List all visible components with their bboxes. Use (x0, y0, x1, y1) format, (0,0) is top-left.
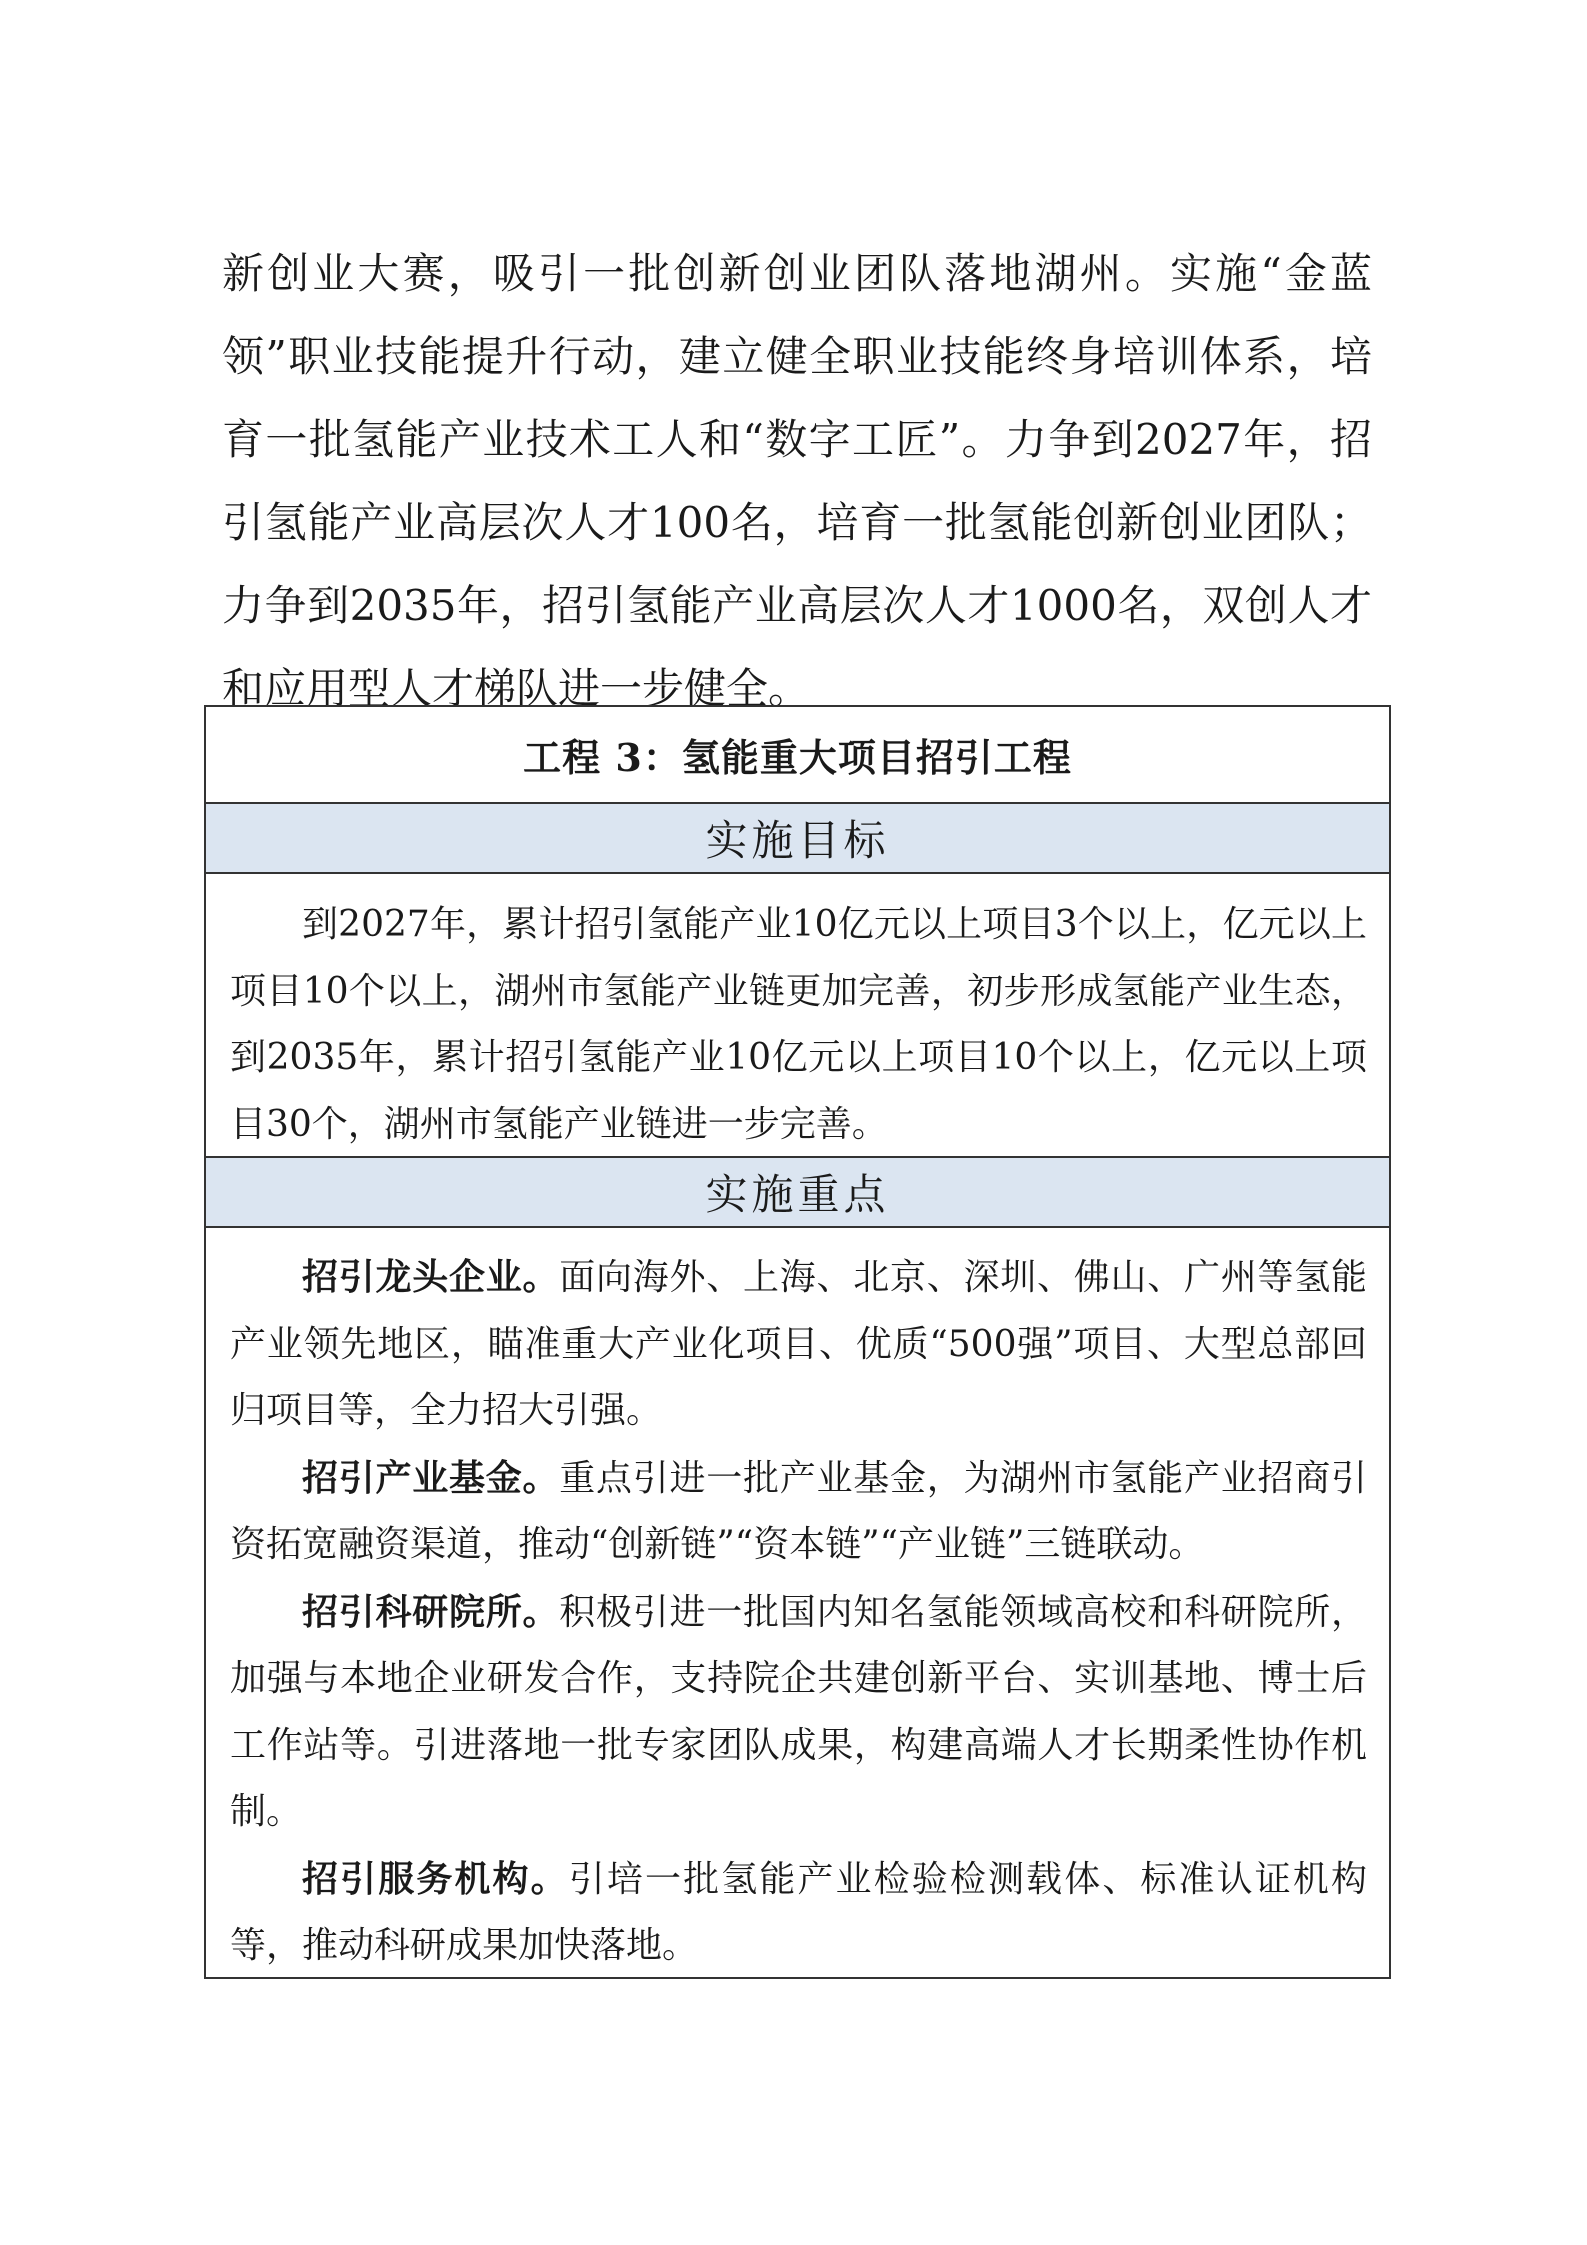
focus-item-lead: 招引龙头企业。 (302, 1256, 560, 1298)
focus-item (230, 1846, 1367, 1980)
focus-heading: 实施重点 (705, 1170, 890, 1219)
intro-text (222, 232, 1372, 730)
goal-section (206, 874, 1389, 1158)
focus-item-lead: 招引服务机构。 (302, 1857, 569, 1900)
focus-item (230, 1579, 1367, 1846)
project-box (204, 705, 1391, 1979)
focus-item-lead: 招引科研院所。 (302, 1590, 560, 1633)
goal-heading-row (206, 804, 1389, 874)
goal-text: 到2027年，累计招引氢能产业10亿元以上项目3个以上，亿元以上项目10个以上，湖州市氢能产业链更加完善，初步形成氢能产业生态，到2035年，累计招引氢能产业10亿元以上项目10个以上，亿元以上项目30个，湖州市氢能产业链进一步完善。 (230, 904, 1367, 1145)
focus-item-text: 积极引进一批国内知名氢能领域高校和科研院所，加强与本地企业研发合作，支持院企共建创新平台、实训基地、博士后工作站等。引进落地一批专家团队成果，构建高端人才长期柔性协作机制。 (230, 1591, 1367, 1832)
focus-item-lead: 招引产业基金。 (302, 1456, 560, 1499)
focus-item (230, 1445, 1367, 1579)
focus-section (206, 1228, 1389, 1990)
focus-item-text: 面向海外、上海、北京、深圳、佛山、广州等氢能产业领先地区，瞄准重大产业化项目、优质“500强”项目、大型总部回归项目等，全力招大引强。 (230, 1257, 1367, 1431)
project-title-row (206, 707, 1389, 804)
project-title: 工程 3：氢能重大项目招引工程 (523, 735, 1072, 780)
focus-heading-row (206, 1158, 1389, 1228)
focus-item-text: 引培一批氢能产业检验检测载体、标准认证机构等，推动科研成果加快落地。 (230, 1858, 1367, 1966)
intro-paragraph: 新创业大赛，吸引一批创新创业团队落地湖州。实施“金蓝领”职业技能提升行动，建立健全职业技能终身培训体系，培育一批氢能产业技术工人和“数字工匠”。力争到2027年，招引氢能产业高层次人才100名，培育一批氢能创新创业团队；力争到2035年，招引氢能产业高层次人才1000名，双创人才和应用型人才梯队进一步健全。 (222, 249, 1372, 713)
focus-item (230, 1244, 1367, 1445)
focus-item-text: 重点引进一批产业基金，为湖州市氢能产业招商引资拓宽融资渠道，推动“创新链”“资本链”“产业链”三链联动。 (230, 1457, 1367, 1565)
goal-heading: 实施目标 (705, 816, 890, 865)
